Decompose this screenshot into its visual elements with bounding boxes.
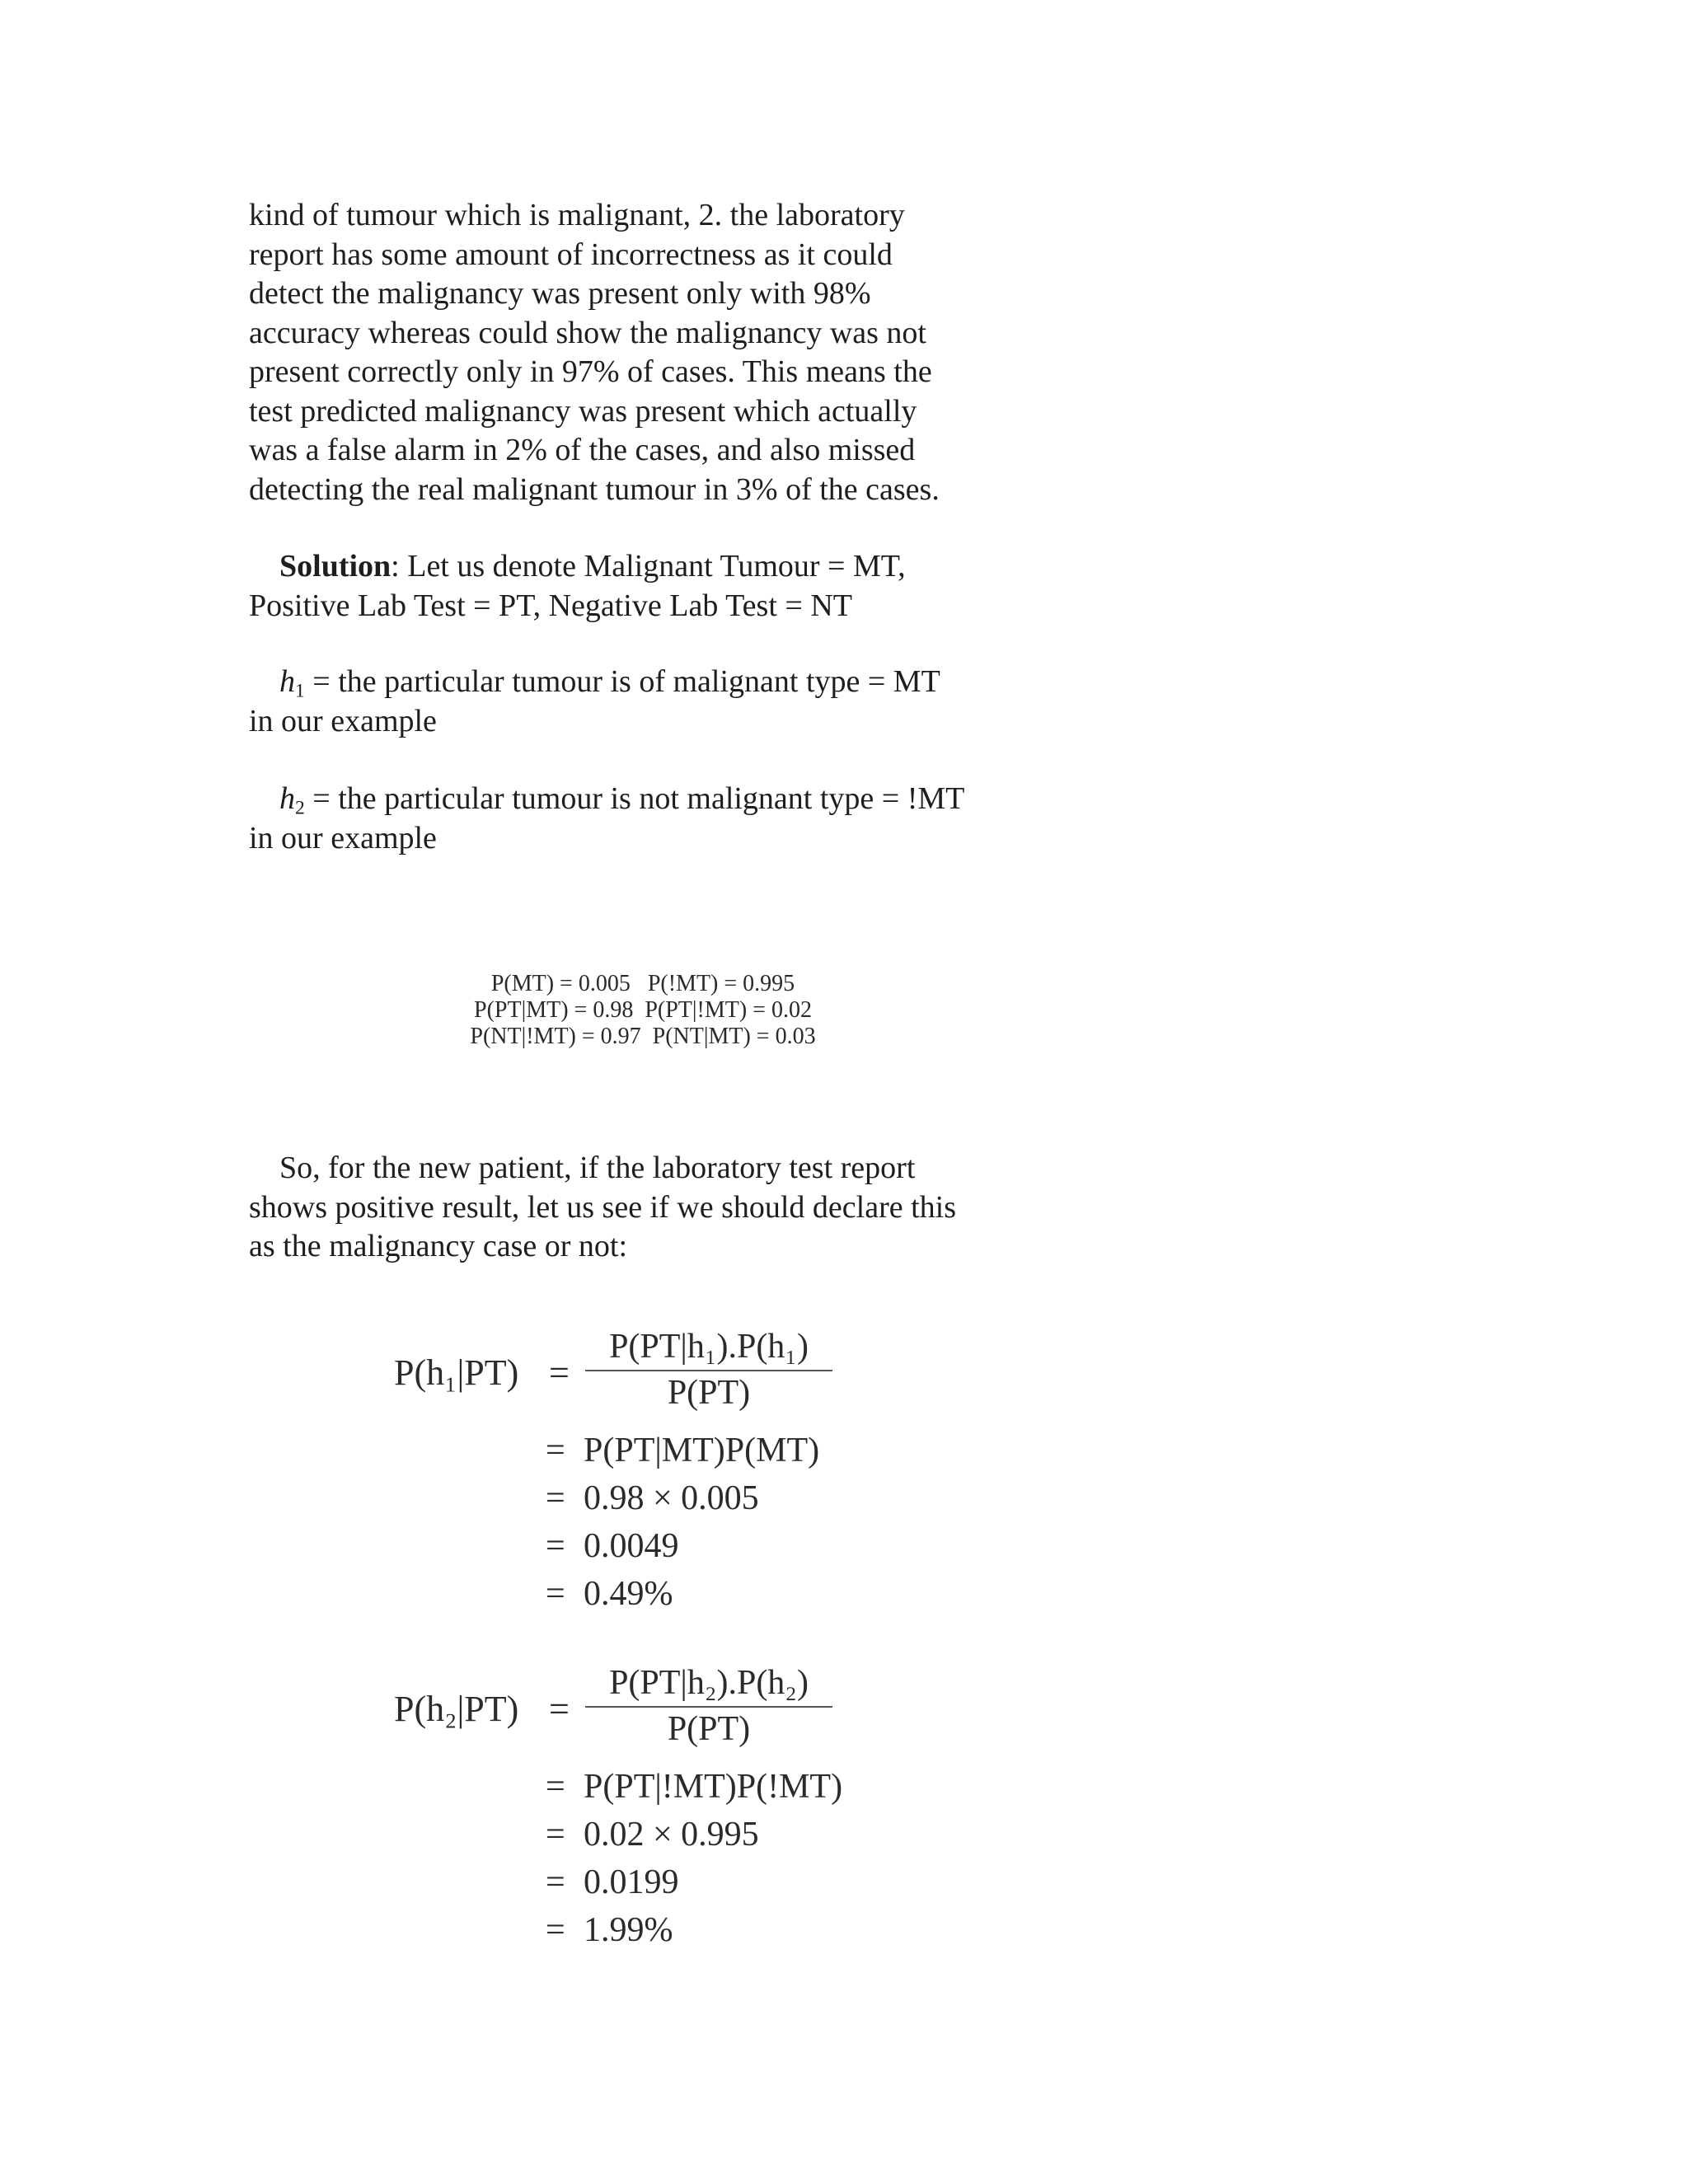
eq1-fraction xyxy=(585,1327,832,1413)
eq2-equals: = xyxy=(549,1689,570,1729)
equals-sign: = xyxy=(546,1527,565,1565)
eq1-step xyxy=(546,1574,673,1614)
equals-sign: = xyxy=(546,1768,565,1806)
h2-subscript: 2 xyxy=(295,797,305,819)
h2-symbol: h xyxy=(279,781,295,816)
so-line: as the malignancy case or not: xyxy=(249,1229,628,1263)
eq1-step xyxy=(546,1431,819,1470)
equals-sign: = xyxy=(546,1816,565,1854)
intro-line: present correctly only in 97% of cases. This means the xyxy=(249,354,932,389)
eq1-step-value: 0.49% xyxy=(584,1575,673,1613)
given-row: P(PT|MT) = 0.98 P(PT|!MT) = 0.02 xyxy=(474,997,812,1023)
h2-line-1 xyxy=(249,780,1040,819)
given-probabilities xyxy=(445,971,841,1050)
equals-sign: = xyxy=(546,1575,565,1613)
eq2-step-value: 0.0199 xyxy=(584,1863,679,1901)
intro-line: test predicted malignancy was present which actually xyxy=(249,393,917,429)
eq1-step-value: 0.0049 xyxy=(584,1527,679,1565)
h1-line-2: in our example xyxy=(249,703,437,738)
intro-line: accuracy whereas could show the malignancy was not xyxy=(249,315,926,350)
solution-line-1 xyxy=(249,547,1040,587)
so-line: shows positive result, let us see if we should declare this xyxy=(249,1189,957,1225)
h1-line-1 xyxy=(249,663,1040,702)
intro-line: kind of tumour which is malignant, 2. the laboratory xyxy=(249,198,905,232)
given-row: P(NT|!MT) = 0.97 P(NT|MT) = 0.03 xyxy=(470,1024,816,1049)
eq1-equals: = xyxy=(549,1352,570,1393)
so-paragraph xyxy=(249,1149,1040,1267)
equals-sign: = xyxy=(546,1863,565,1901)
h2-line-2: in our example xyxy=(249,820,437,855)
eq1-numerator: P(PT|h₁).P(h₁) xyxy=(609,1328,809,1366)
intro-line: detecting the real malignant tumour in 3% of the cases. xyxy=(249,471,940,507)
eq2-step xyxy=(546,1767,842,1807)
eq1-denominator: P(PT) xyxy=(667,1374,751,1412)
equals-sign: = xyxy=(546,1432,565,1469)
eq1-step xyxy=(546,1479,759,1518)
fraction-bar xyxy=(585,1706,832,1708)
eq2-fraction xyxy=(585,1663,832,1749)
h1-symbol: h xyxy=(279,664,295,699)
eq2-step xyxy=(546,1863,679,1902)
h1-subscript: 1 xyxy=(295,680,305,702)
eq2-numerator: P(PT|h₂).P(h₂) xyxy=(609,1664,809,1702)
fraction-bar xyxy=(585,1370,832,1371)
h2-definition xyxy=(249,780,1040,858)
eq1-step-value: 0.98 × 0.005 xyxy=(584,1479,759,1517)
intro-line: detect the malignancy was present only with 98% xyxy=(249,276,871,311)
eq1-step-value: P(PT|MT)P(MT) xyxy=(584,1432,820,1469)
equals-sign: = xyxy=(546,1479,565,1517)
h1-definition xyxy=(249,663,1040,741)
eq2-step-value: P(PT|!MT)P(!MT) xyxy=(584,1768,843,1806)
given-row: P(MT) = 0.005 P(!MT) = 0.995 xyxy=(490,971,795,996)
solution-line-2: Positive Lab Test = PT, Negative Lab Test = NT xyxy=(249,588,852,623)
eq2-step xyxy=(546,1815,759,1854)
eq2-step xyxy=(546,1910,673,1950)
eq1-lhs: P(h₁|PT) xyxy=(394,1352,519,1393)
eq2-lhs: P(h₂|PT) xyxy=(394,1689,519,1729)
eq1-step xyxy=(546,1526,679,1566)
equals-sign: = xyxy=(546,1911,565,1949)
so-line: So, for the new patient, if the laboratory test report xyxy=(279,1151,916,1185)
eq2-step-value: 0.02 × 0.995 xyxy=(584,1816,759,1854)
intro-paragraph xyxy=(249,196,1040,509)
h1-text: = the particular tumour is of malignant type = MT xyxy=(304,664,940,699)
eq2-denominator: P(PT) xyxy=(667,1710,751,1748)
h2-text: = the particular tumour is not malignant type = !MT xyxy=(304,781,965,816)
eq2-step-value: 1.99% xyxy=(584,1911,673,1949)
solution-paragraph xyxy=(249,547,1040,626)
intro-line: report has some amount of incorrectness as it could xyxy=(249,237,893,272)
solution-text: : Let us denote Malignant Tumour = MT, xyxy=(391,549,906,583)
solution-label: Solution xyxy=(279,549,392,583)
intro-line: was a false alarm in 2% of the cases, and also missed xyxy=(249,433,916,467)
